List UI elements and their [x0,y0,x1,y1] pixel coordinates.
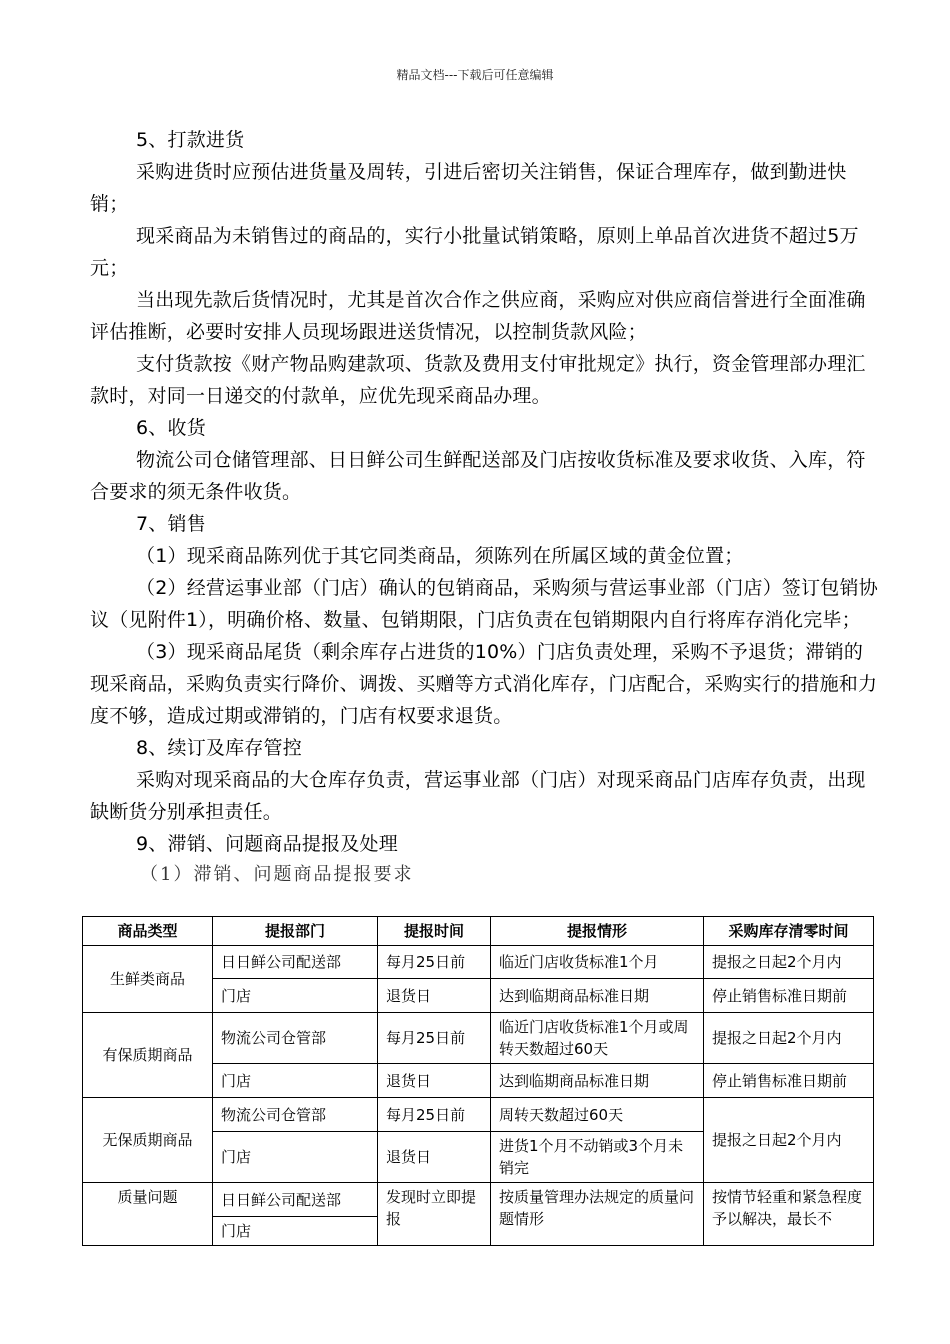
paragraph: 采购进货时应预估进货量及周转，引进后密切关注销售，保证合理库存，做到勤进快销； [90,161,847,215]
dept-cell: 物流公司仓管部 [213,1013,378,1064]
header-cell: 提报时间 [378,917,491,946]
time-cell: 每月25日前 [378,1098,491,1132]
paragraph: 8、续订及库存管控 [136,737,302,759]
table-row [83,946,874,979]
situation-cell: 进货1个月不动销或3个月未销完 [491,1132,704,1183]
dept-cell: 门店 [213,1217,378,1246]
situation-cell: 达到临期商品标准日期 [491,1064,704,1098]
table-row [83,1183,874,1217]
situation-cell: 临近门店收货标准1个月 [491,946,704,979]
report-requirements-table [82,916,874,1246]
paragraph: 5、打款进货 [136,129,245,151]
time-cell: 每月25日前 [378,1013,491,1064]
dept-cell: 门店 [213,979,378,1013]
product-type-cell: 无保质期商品 [83,1098,213,1183]
clear-cell: 提报之日起2个月内 [704,946,874,979]
table-row [83,1098,874,1132]
paragraph: 物流公司仓储管理部、日日鲜公司生鲜配送部及门店按收货标准及要求收货、入库，符合要求的须无条件收货。 [90,449,866,503]
header-cell: 采购库存清零时间 [704,917,874,946]
paragraph: 6、收货 [136,417,206,439]
situation-cell: 达到临期商品标准日期 [491,979,704,1013]
header-cell: 提报部门 [213,917,378,946]
product-type-cell: 质量问题 [83,1183,213,1246]
paragraph: 支付货款按《财产物品购建款项、货款及费用支付审批规定》执行，资金管理部办理汇款时，对同一日递交的付款单，应优先现采商品办理。 [90,353,866,407]
time-cell: 退货日 [378,979,491,1013]
dept-cell: 日日鲜公司配送部 [213,1183,378,1217]
page-header: 精品文档---下载后可任意编辑 [396,68,554,82]
dept-cell: 物流公司仓管部 [213,1098,378,1132]
clear-cell: 提报之日起2个月内 [704,1013,874,1064]
product-type-cell: 有保质期商品 [83,1013,213,1098]
paragraph: （1）现采商品陈列优于其它同类商品，须陈列在所属区域的黄金位置； [136,545,744,567]
product-type-cell: 生鲜类商品 [83,946,213,1013]
header-cell: 商品类型 [83,917,213,946]
clear-cell: 停止销售标准日期前 [704,979,874,1013]
table-subheading: （1）滞销、问题商品提报要求 [140,864,414,885]
table-row [83,1013,874,1064]
clear-text: 按情节轻重和紧急程度予以解决，最长不 [712,1188,863,1228]
table-header-row [83,917,874,946]
time-cell: 每月25日前 [378,946,491,979]
dept-cell: 门店 [213,1064,378,1098]
time-cell: 退货日 [378,1064,491,1098]
paragraph: 采购对现采商品的大仓库存负责，营运事业部（门店）对现采商品门店库存负责，出现缺断货分别承担责任。 [90,769,866,823]
paragraph: 当出现先款后货情况时，尤其是首次合作之供应商，采购应对供应商信誉进行全面准确评估推断，必要时安排人员现场跟进送货情况，以控制货款风险； [90,289,866,343]
situation-cell [491,1013,704,1064]
clear-cell: 提报之日起2个月内 [704,1098,874,1183]
paragraph: （2）经营运事业部（门店）确认的包销商品，采购须与营运事业部（门店）签订包销协议（见附件1），明确价格、数量、包销期限，门店负责在包销期限内自行将库存消化完毕； [90,577,878,631]
dept-cell: 门店 [213,1132,378,1183]
time-cell: 退货日 [378,1132,491,1183]
clear-cell [704,1183,874,1246]
clear-cell: 停止销售标准日期前 [704,1064,874,1098]
paragraph: 7、销售 [136,513,206,535]
situation-cell: 按质量管理办法规定的质量问题情形 [491,1183,704,1246]
situation-cell: 周转天数超过60天 [491,1098,704,1132]
dept-cell: 日日鲜公司配送部 [213,946,378,979]
paragraph: （3）现采商品尾货（剩余库存占进货的10%）门店负责处理，采购不予退货；滞销的现采商品，采购负责实行降价、调拨、买赠等方式消化库存，门店配合，采购实行的措施和力度不够，造成过期或滞销的，门店有权要求退货。 [90,641,878,727]
time-cell: 发现时立即提报 [378,1183,491,1246]
document-body [90,124,880,890]
paragraph: 现采商品为未销售过的商品的，实行小批量试销策略，原则上单品首次进货不超过5万元； [90,225,859,279]
header-cell: 提报情形 [491,917,704,946]
paragraph: 9、滞销、问题商品提报及处理 [136,833,398,855]
situation-text: 临近门店收货标准1个月或周转天数超过60天 [499,1018,689,1058]
